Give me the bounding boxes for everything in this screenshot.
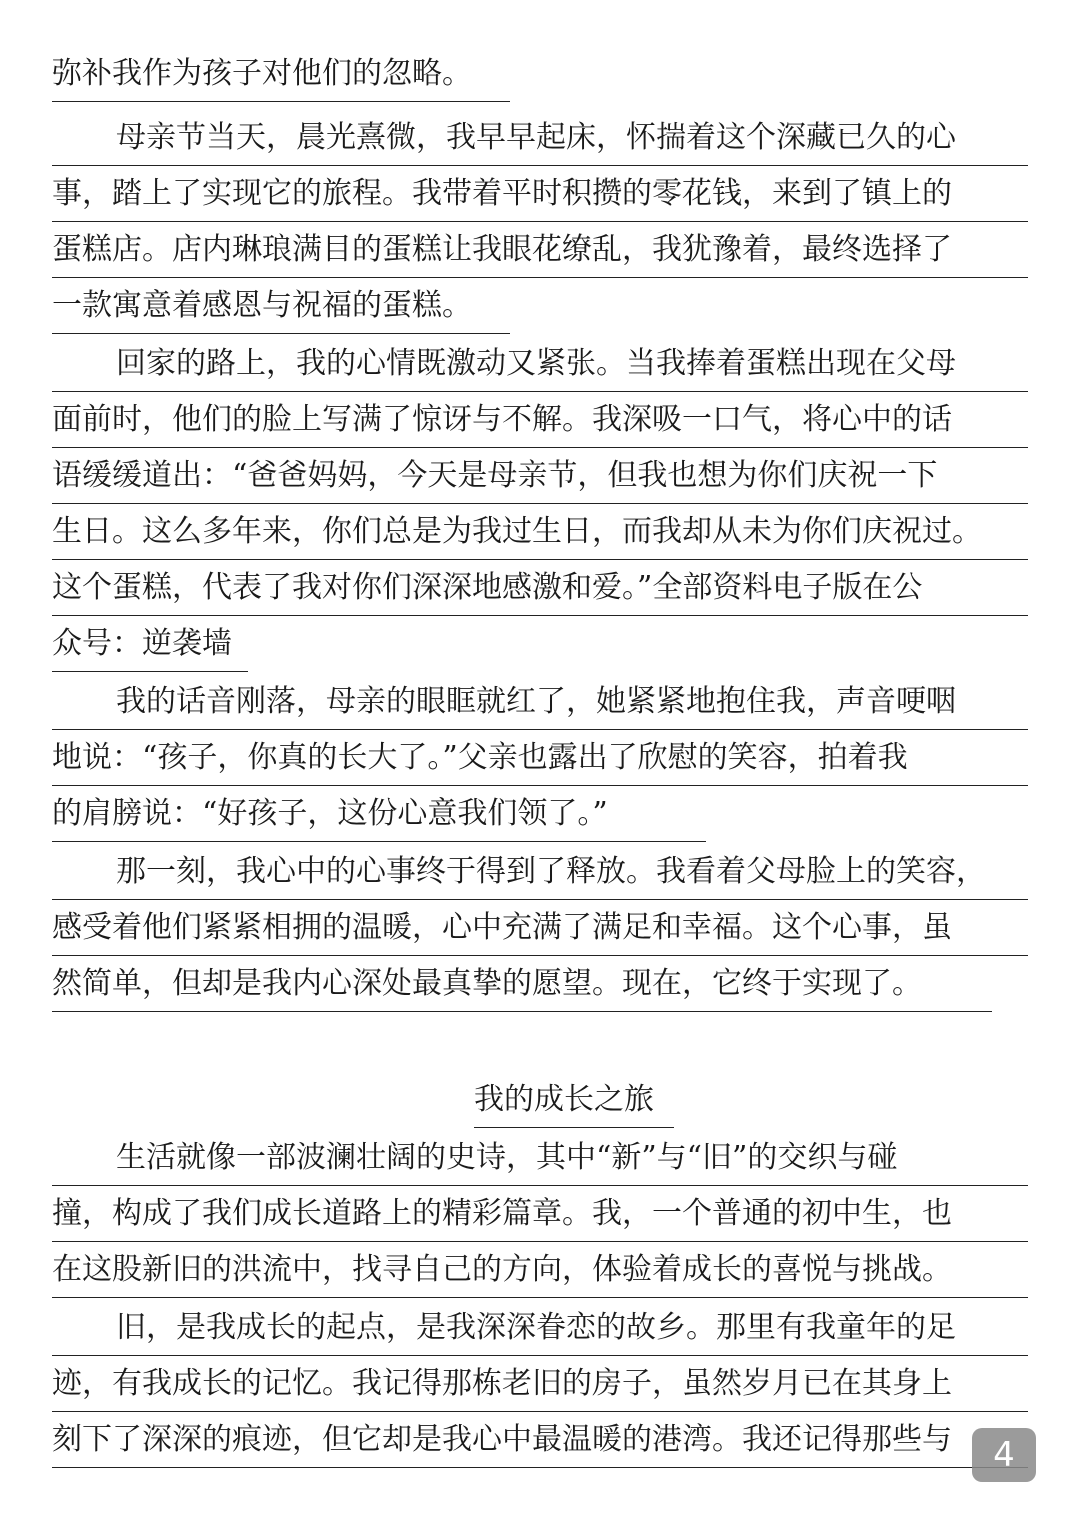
text-line: 然简单，但却是我内心深处最真挚的愿望。现在，它终于实现了。 — [52, 956, 992, 1012]
text-line: 事，踏上了实现它的旅程。我带着平时积攒的零花钱，来到了镇上的 — [52, 166, 1028, 222]
text-line: 地说：“孩子，你真的长大了。”父亲也露出了欣慰的笑容，拍着我 — [52, 730, 1028, 786]
text-line: 感受着他们紧紧相拥的温暖，心中充满了满足和幸福。这个心事，虽 — [52, 900, 1028, 956]
text-line: 生日。这么多年来，你们总是为我过生日，而我却从未为你们庆祝过。 — [52, 504, 1028, 560]
text-line: 语缓缓道出：“爸爸妈妈，今天是母亲节，但我也想为你们庆祝一下 — [52, 448, 1028, 504]
text-line: 众号：逆袭墙 — [52, 616, 248, 672]
paragraph-start-line: 母亲节当天，晨光熹微，我早早起床，怀揣着这个深藏已久的心 — [52, 110, 1028, 166]
paragraph-start-line: 生活就像一部波澜壮阔的史诗，其中“新”与“旧”的交织与碰 — [52, 1130, 1028, 1186]
text-line: 蛋糕店。店内琳琅满目的蛋糕让我眼花缭乱，我犹豫着，最终选择了 — [52, 222, 1028, 278]
paragraph-start-line: 我的话音刚落，母亲的眼眶就红了，她紧紧地抱住我，声音哽咽 — [52, 674, 1028, 730]
page-number-badge: 4 — [972, 1428, 1036, 1482]
section-title: 我的成长之旅 — [474, 1072, 674, 1128]
text-line: 的肩膀说：“好孩子，这份心意我们领了。” — [52, 786, 706, 842]
text-line: 迹，有我成长的记忆。我记得那栋老旧的房子，虽然岁月已在其身上 — [52, 1356, 1028, 1412]
text-line: 一款寓意着感恩与祝福的蛋糕。 — [52, 278, 510, 334]
text-line: 刻下了深深的痕迹，但它却是我心中最温暖的港湾。我还记得那些与 — [52, 1412, 1028, 1468]
text-line: 撞，构成了我们成长道路上的精彩篇章。我，一个普通的初中生，也 — [52, 1186, 1028, 1242]
paragraph-start-line: 那一刻，我心中的心事终于得到了释放。我看着父母脸上的笑容， — [52, 844, 1028, 900]
paragraph-start-line: 回家的路上，我的心情既激动又紧张。当我捧着蛋糕出现在父母 — [52, 336, 1028, 392]
text-line: 这个蛋糕，代表了我对你们深深地感激和爱。”全部资料电子版在公 — [52, 560, 1028, 616]
text-line: 面前时，他们的脸上写满了惊讶与不解。我深吸一口气，将心中的话 — [52, 392, 1028, 448]
paragraph-start-line: 旧，是我成长的起点，是我深深眷恋的故乡。那里有我童年的足 — [52, 1300, 1028, 1356]
text-line: 在这股新旧的洪流中，找寻自己的方向，体验着成长的喜悦与挑战。 — [52, 1242, 1028, 1298]
text-line: 弥补我作为孩子对他们的忽略。 — [52, 46, 510, 102]
